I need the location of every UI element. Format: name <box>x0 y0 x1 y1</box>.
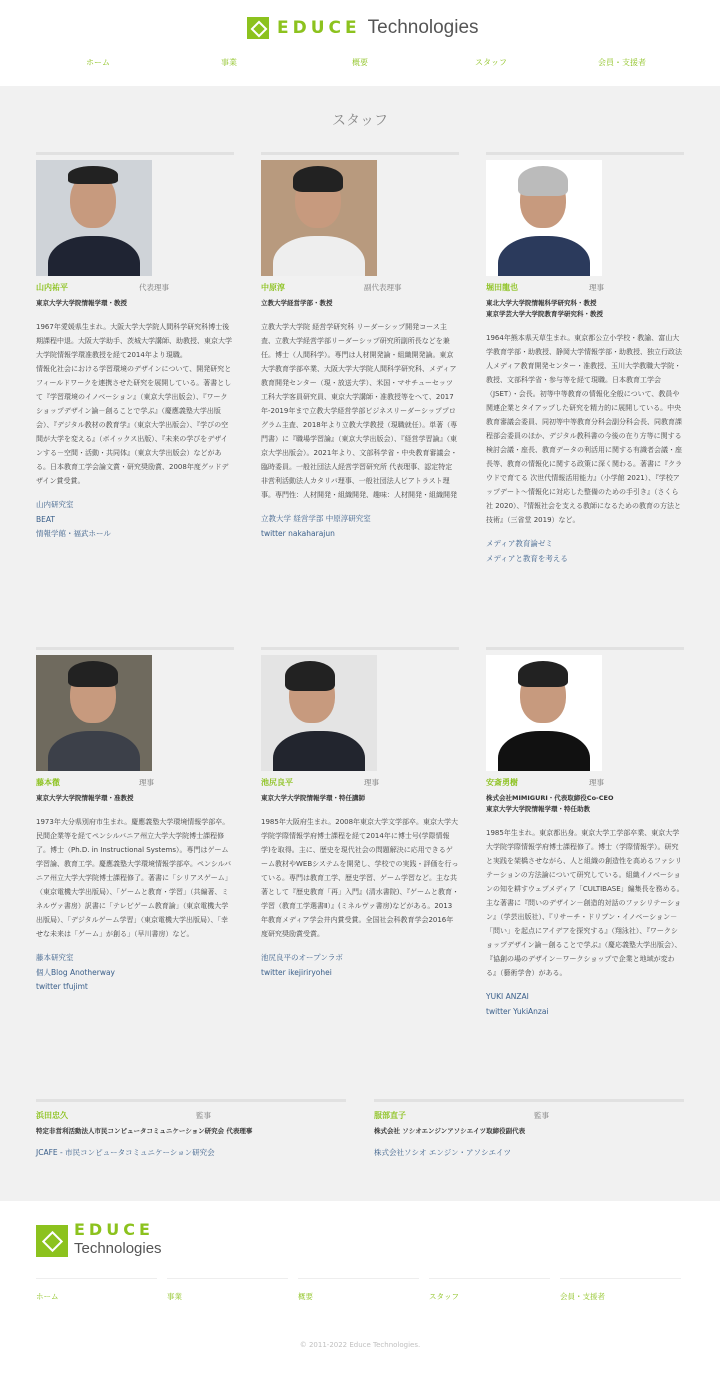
supervisor-link[interactable]: JCAFE - 市民コンピュータコミュニケーション研究会 <box>36 1148 215 1157</box>
staff-role: 理事 <box>589 778 604 787</box>
staff-link[interactable]: 個人Blog Anotherway <box>36 967 115 977</box>
page-title: スタッフ <box>332 113 388 129</box>
staff-card <box>261 152 459 541</box>
logo-mark-icon <box>36 1225 68 1257</box>
staff-role: 理事 <box>139 778 154 787</box>
divider <box>486 647 684 650</box>
staff-link[interactable]: twitter ikejiriryohei <box>261 967 332 977</box>
footer-nav-members[interactable]: 会員・支援者 <box>560 1292 605 1301</box>
divider <box>36 152 234 155</box>
staff-role: 副代表理事 <box>364 283 402 292</box>
divider <box>261 152 459 155</box>
staff-name: 藤本徹 <box>36 778 60 787</box>
staff-bio: 1964年熊本県天草生まれ。東京都公立小学校・教諭、富山大学教育学部・助教授、静岡大学情報学部・助教授、独立行政法人メディア教育開発センター・准教授、玉川大学教職大学院・教授、文部科学省・参与等を経て現職。日本教育工学会（JSET）・会長。初等中等教育の情報化全般について、教員や関連企業とタイアップした研究を精力的に展開している。中央教育審議会委員、同初等中等教育分科会副分科会長、同教育課程部会委員のほか、デジタル教科書の今後の在り方等に関する検討会議・座長、教育データの利活用に関する有識者会議・座長等、教育の情報化に関する政策に深く関わる。著書に『クラウドで育てる 次世代情報活用能力』（小学館 2021）、『学校アップデート～情報化に対応した整備のための手引き』（さくら社 2020）、『情報社会を支える教師になるための教育の方法と技術』（三省堂 2019）など。 <box>486 334 682 524</box>
staff-link[interactable]: 池尻良平のオープンラボ <box>261 953 343 962</box>
staff-role: 理事 <box>589 283 604 292</box>
staff-card <box>36 647 234 995</box>
staff-bio: 1973年大分県別府市生まれ。慶應義塾大学環境情報学部卒。民間企業等を経てペンシルバニア州立大学大学院博士課程修了。博士（Ph.D. in Instructional Systems）。専門はゲーム学習論、教育工学。慶應義塾大学環境情報学部卒。ペンシルバニア州立大学大学院博士課程修了。著書に「シリアスゲーム」（東京電機大学出版局）、「ゲームと教育・学習」（共編著、ミネルヴァ書房）訳書に「テレビゲーム教育論」（東京電機大学出版局）、「デジタルゲーム学習」（東京電機大学出版局）、「幸せな未来は「ゲーム」が創る」（早川書房）など。 <box>36 818 232 938</box>
logo-technologies-text: Technologies <box>74 1240 162 1257</box>
supervisor-card <box>36 1099 346 1161</box>
staff-link[interactable]: 藤本研究室 <box>36 953 74 962</box>
supervisor-name: 浜田忠久 <box>36 1111 68 1120</box>
staff-links <box>486 537 684 566</box>
main-nav <box>0 57 720 71</box>
staff-link[interactable]: メディアと教育を考える <box>486 553 568 563</box>
staff-card <box>261 647 459 980</box>
staff-photo <box>261 160 377 276</box>
footer-nav-home[interactable]: ホーム <box>36 1292 59 1301</box>
staff-card <box>486 152 684 566</box>
supervisor-card <box>374 1099 684 1161</box>
staff-name: 堀田龍也 <box>486 283 518 292</box>
staff-role: 代表理事 <box>139 283 169 292</box>
logo-educe-text: EDUCE <box>277 18 361 38</box>
staff-links <box>36 951 234 995</box>
staff-name: 安斎勇樹 <box>486 778 518 787</box>
staff-link[interactable]: twitter tfujimt <box>36 982 88 991</box>
staff-photo <box>36 160 152 276</box>
footer-logo[interactable] <box>36 1221 162 1259</box>
logo-mark-icon <box>247 17 269 39</box>
staff-affiliation: 東京大学大学院情報学環・特任講師 <box>261 794 365 802</box>
staff-link[interactable]: YUKI ANZAI <box>486 992 529 1001</box>
staff-bio: 立教大学大学院 経営学研究科 リーダーシップ開発コース主査、立教大学経営学部リーダーシップ研究所副所長などを兼任。博士（人間科学）。専門は人材開発論・組織開発論。東京大学教育学部卒業、大阪大学大学院人間科学研究科、メディア教育開発センター（現・放送大学）、米国・マサチューセッツ工科大学客員研究員、東京大学講師・准教授等をへて、2017年-2019年まで立教大学経営学部ビジネスリーダーシッププログラム主査、2018年より立教大学教授（現職就任）。単著（専門書）に『職場学習論』（東京大学出版会）、『経営学習論』（東京大学出版会）。2021年より、文部科学省・中央教育審議会・臨時委員。一般社団法人経営学習研究所 代表理事、認定特定非営利活動法人カタリバ理事、一般社団法人ビアトラスト理事。専門性：人材開発・組織開発、趣味：人材開発・組織開発 <box>261 323 458 499</box>
supervisor-link[interactable]: 株式会社ソシオ エンジン・アソシエイツ <box>374 1148 512 1157</box>
staff-photo <box>486 655 602 771</box>
copyright: © 2011-2022 Educe Technologies. <box>299 1341 421 1349</box>
footer-nav-staff[interactable]: スタッフ <box>429 1292 459 1301</box>
nav-about[interactable]: 概要 <box>352 58 368 67</box>
staff-name: 中原淳 <box>261 283 285 292</box>
logo-technologies-text: Technologies <box>367 17 479 38</box>
divider <box>36 1099 346 1102</box>
staff-link[interactable]: twitter YukiAnzai <box>486 1006 549 1016</box>
footer-nav <box>36 1278 684 1301</box>
supervisor-name: 服部直子 <box>374 1111 406 1120</box>
divider <box>261 647 459 650</box>
staff-bio: 1967年愛媛県生まれ。大阪大学大学院人間科学研究科博士後期課程中退。大阪大学助手、茨城大学講師、助教授、東京大学大学院情報学環准教授を経て2014年より現職。 情報化社会における学習環境のデザインについて、開発研究とフィールドワークを連携させた研究を展開している。著書として『学習環境のイノベーション』（東京大学出版会）、『ワークショップデザイン論－創ることで学ぶ』（慶應義塾大学出版会）、『デジタル教材の教育学』（東京大学出版会）、『学びの空間が大学を変える』（ボイックス出版）、『未来の学びをデザインする－空間・活動・共同体』（東京大学出版会）などがある。日本教育工学会論文賞・研究奨励賞、2008年度グッドデザイン賞受賞。 <box>36 323 232 485</box>
staff-name: 池尻良平 <box>261 778 293 787</box>
supervisor-role: 監事 <box>196 1111 211 1120</box>
supervisor-affiliation: 株式会社 ソシオエンジンアソシエイツ取締役副代表 <box>374 1127 526 1135</box>
staff-role: 理事 <box>364 778 379 787</box>
site-logo[interactable] <box>247 17 479 39</box>
staff-affiliation: 東京大学大学院情報学環・教授 <box>36 299 127 307</box>
staff-affiliation: 東北大学大学院情報科学研究科・教授 東京学芸大学大学院教育学研究科・教授 <box>486 299 603 318</box>
staff-link[interactable]: 立教大学 経営学部 中原淳研究室 <box>261 514 371 523</box>
divider <box>486 152 684 155</box>
divider <box>36 647 234 650</box>
supervisor-affiliation: 特定非営利活動法人市民コンピュータコミュニケーション研究会 代表理事 <box>36 1127 253 1135</box>
site-header <box>0 0 720 86</box>
staff-affiliation: 株式会社MIMIGURI・代表取締役Co-CEO 東京大学大学院情報学環・特任助教 <box>486 794 614 813</box>
staff-name: 山内祐平 <box>36 283 68 292</box>
staff-affiliation: 立教大学経営学部・教授 <box>261 299 333 307</box>
staff-photo <box>36 655 152 771</box>
footer-nav-about[interactable]: 概要 <box>298 1292 313 1301</box>
staff-links <box>261 951 459 980</box>
nav-business[interactable]: 事業 <box>221 58 237 67</box>
supervisor-links <box>374 1146 684 1161</box>
staff-links <box>36 498 234 542</box>
nav-members[interactable]: 会員・支援者 <box>598 58 646 67</box>
staff-card <box>486 647 684 1019</box>
divider <box>374 1099 684 1102</box>
staff-link[interactable]: 山内研究室 <box>36 500 74 509</box>
staff-photo <box>486 160 602 276</box>
site-footer <box>0 1201 720 1373</box>
nav-home[interactable]: ホーム <box>86 58 110 67</box>
staff-bio: 1985年大阪府生まれ。2008年東京大学文学部卒。東京大学大学院学際情報学府博士課程を経て2014年に博士号(学際情報学)を取得。主に、歴史を現代社会の問題解決に応用できるゲーム教材やWEBシステムを開発し、学校での実践・評価を行っている。専門は教育工学、歴史学習、ゲーム学習など。主な共著として『歴史教育「再」入門』(清水書院)、『ゲームと教育・学習（教育工学選書Ⅱ）』(ミネルヴァ書房)などがある。2013年教育メディア学会井内賞受賞。全国社会科教育学会2016年度研究奨励賞受賞。 <box>261 818 459 938</box>
staff-photo <box>261 655 377 771</box>
staff-links <box>261 512 459 541</box>
footer-nav-business[interactable]: 事業 <box>167 1292 182 1301</box>
staff-link[interactable]: BEAT <box>36 514 56 524</box>
nav-staff[interactable]: スタッフ <box>475 58 507 67</box>
supervisor-role: 監事 <box>534 1111 549 1120</box>
staff-affiliation: 東京大学大学院情報学環・准教授 <box>36 794 134 802</box>
staff-card <box>36 152 234 542</box>
staff-link[interactable]: メディア教育論ゼミ <box>486 539 553 548</box>
staff-section <box>0 86 720 1201</box>
staff-links <box>486 990 684 1019</box>
staff-link[interactable]: 情報学館・福武ホール <box>36 529 111 538</box>
supervisor-links <box>36 1146 346 1161</box>
staff-link[interactable]: twitter nakaharajun <box>261 528 335 538</box>
logo-educe-text: EDUCE <box>74 1220 154 1239</box>
staff-bio: 1985年生まれ。東京都出身。東京大学工学部卒業、東京大学大学院学際情報学府博士課程修了。博士（学際情報学）。研究と実践を架橋させながら、人と組織の創造性を高めるファシリテーションの方法論について研究している。組織イノベーションの知を耕すウェブメディア「CULTIBASE」編集長を務める。主な著書に『問いのデザイン－創造的対話のファシリテーション』（学芸出版社）、『リサーチ・ドリブン・イノベーション－「問い」を起点にアイデアを探究する』（翔泳社）、『ワークショップデザイン論－創ることで学ぶ』（慶応義塾大学出版会）、『協創の場のデザイン－ワークショップで企業と地域が変わる』（藝術学舎）がある。 <box>486 829 684 977</box>
